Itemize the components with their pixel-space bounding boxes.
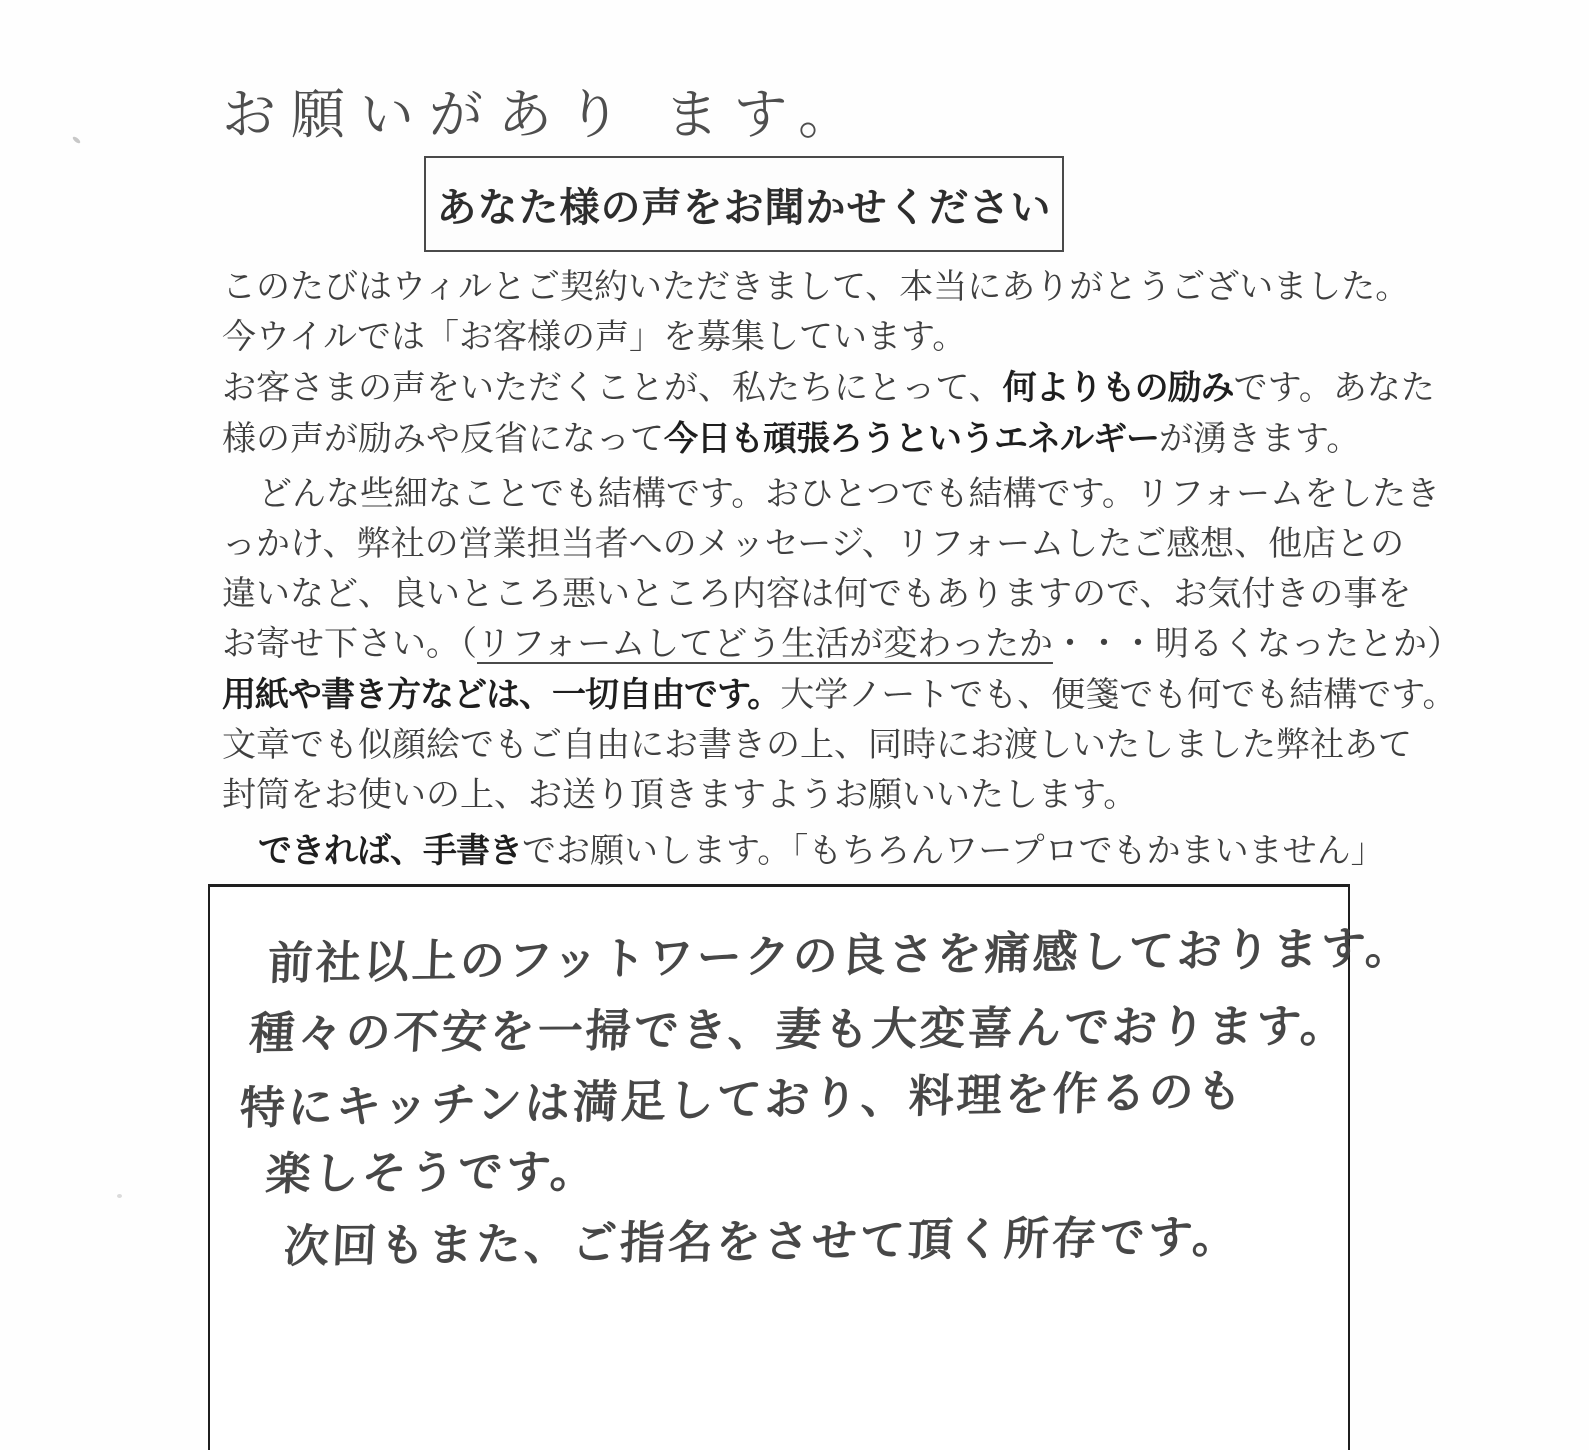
handwritten-note-box: [208, 884, 1415, 1450]
body-text: [222, 263, 1461, 877]
body-line: [222, 414, 1402, 465]
handwritten-line: 種々の不安を一掃でき、妻も大変喜んでおります。: [248, 1000, 1350, 1059]
body-text-segment: ・・・明るくなったとか）: [1052, 626, 1461, 663]
body-text-segment: 文章でも似顔絵でもご自由にお書きの上、同時にお渡しいたしました弊社あて: [222, 727, 1412, 764]
body-text-segment: お客さまの声をいただくことが、私たちにとって、: [222, 370, 1003, 407]
body-line: [222, 721, 1412, 771]
scan-artifact-speck: [117, 1194, 122, 1198]
body-text-underlined-segment: リフォームしてどう生活が変わったか: [477, 626, 1053, 663]
handwritten-line: 前社以上のフットワークの良さを痛感しております。: [266, 921, 1415, 990]
body-text-segment: このたびはウィルとご契約いただきまして、本当にありがとうございました。: [222, 269, 1410, 306]
body-line: [222, 620, 1461, 670]
handwritten-line: 楽しそうです。: [264, 1145, 600, 1200]
body-line: [222, 570, 1412, 620]
body-line: [222, 470, 1441, 520]
body-text-segment: が湧きます。: [1159, 421, 1361, 458]
body-text-segment: どんな些細なことでも結構です。おひとつでも結構です。リフォームをしたき: [258, 476, 1441, 513]
body-text-segment: 封筒をお使いの上、お送り頂きますようお願いいたします。: [222, 777, 1138, 814]
body-text-bold-segment: できれば、手書き: [258, 832, 522, 870]
body-line: [222, 771, 1402, 821]
handwritten-line: 次回もまた、ご指名をさせて頂く所存です。: [282, 1210, 1242, 1273]
body-text-bold-segment: 用紙や書き方などは、一切自由です。: [222, 676, 781, 714]
body-line: [222, 363, 1435, 414]
document-title: お願いがあり ます。: [222, 85, 868, 145]
body-text-segment: お寄せ下さい。（: [222, 626, 477, 663]
handwritten-line: 特にキッチンは満足しており、料理を作るのも: [239, 1065, 1246, 1134]
body-text-segment: です。あなた: [1233, 370, 1435, 407]
heading-box: [424, 156, 1064, 252]
boxed-heading: あなた様の声をお聞かせください: [436, 185, 1052, 230]
body-line: [222, 263, 1410, 313]
body-text-segment: 違いなど、良いところ悪いところ内容は何でもありますので、お気付きの事を: [222, 576, 1412, 613]
body-text-segment: 大学ノートでも、便箋でも何でも結構です。: [780, 677, 1457, 714]
body-text-segment: 今ウイルでは「お客様の声」を募集しています。: [222, 319, 967, 356]
body-text-bold-segment: 今日も頑張ろうというエネルギー: [664, 420, 1159, 458]
body-text-segment: 様の声が励みや反省になって: [222, 421, 664, 458]
body-line: [222, 313, 1402, 363]
body-text-segment: っかけ、弊社の営業担当者へのメッセージ、リフォームしたご感想、他店との: [222, 526, 1405, 563]
body-text-segment: でお願いします。「もちろんワープロでもかまいません」: [522, 833, 1385, 870]
body-line: [222, 670, 1457, 721]
body-line: [222, 826, 1402, 877]
body-text-bold-segment: 何よりもの励み: [1002, 369, 1234, 407]
scan-artifact-speck: [72, 136, 82, 145]
body-line: [222, 520, 1405, 570]
